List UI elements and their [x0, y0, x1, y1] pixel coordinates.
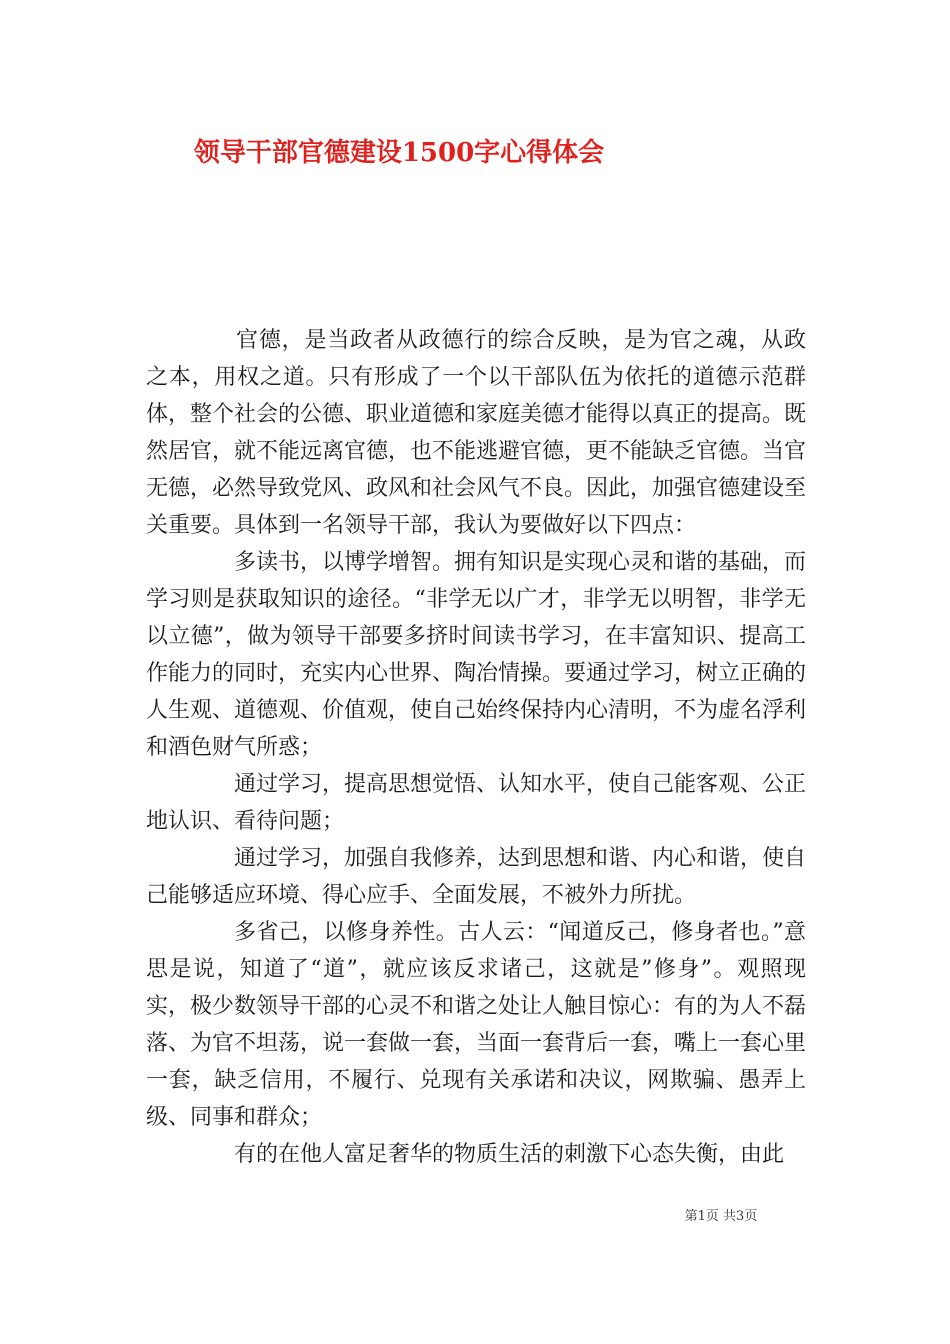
- paragraph-4: 通过学习，加强自我修养，达到思想和谐、内心和谐，使自己能够适应环境、得心应手、全面发展，不被外力所扰。: [146, 846, 807, 908]
- page-footer: [0, 1205, 950, 1224]
- document-body: [146, 322, 806, 1173]
- paragraph-6: 有的在他人富足奢华的物质生活的刺激下心态失衡，由此: [234, 1142, 785, 1167]
- document-title-text: 领导干部官德建设1500字心得体会: [193, 138, 605, 168]
- paragraph-5: 多省己，以修身养性。古人云：“闻道反己，修身者也。”意思是说，知道了“道”，就应该反求诸己，这就是”修身”。观照现实，极少数领导干部的心灵不和谐之处让人触目惊心：有的为人不磊落、为官不坦荡，说一套做一套，当面一套背后一套，嘴上一套心里一套，缺乏信用，不履行、兑现有关承诺和决议，网欺骗、愚弄上级、同事和群众；: [146, 920, 807, 1130]
- page-number: 第1页 共3页: [684, 1209, 758, 1224]
- paragraph-2: 多读书，以博学增智。拥有知识是实现心灵和谐的基础，而学习则是获取知识的途径。“非学无以广才，非学无以明智，非学无以立德”，做为领导干部要多挤时间读书学习，在丰富知识、提高工作能力的同时，充实内心世界、陶冶情操。要通过学习，树立正确的人生观、道德观、价值观，使自己始终保持内心清明，不为虚名浮利和酒色财气所惑；: [146, 550, 807, 760]
- paragraph-1: 官德，是当政者从政德行的综合反映，是为官之魂，从政之本，用权之道。只有形成了一个以干部队伍为依托的道德示范群体，整个社会的公德、职业道德和家庭美德才能得以真正的提高。既然居官，就不能远离官德，也不能逃避官德，更不能缺乏官德。当官无德，必然导致党风、政风和社会风气不良。因此，加强官德建设至关重要。具体到一名领导干部，我认为要做好以下四点：: [146, 328, 807, 538]
- paragraph-3: 通过学习，提高思想觉悟、认知水平，使自己能客观、公正地认识、看待问题；: [146, 772, 807, 834]
- document-title: [0, 136, 950, 170]
